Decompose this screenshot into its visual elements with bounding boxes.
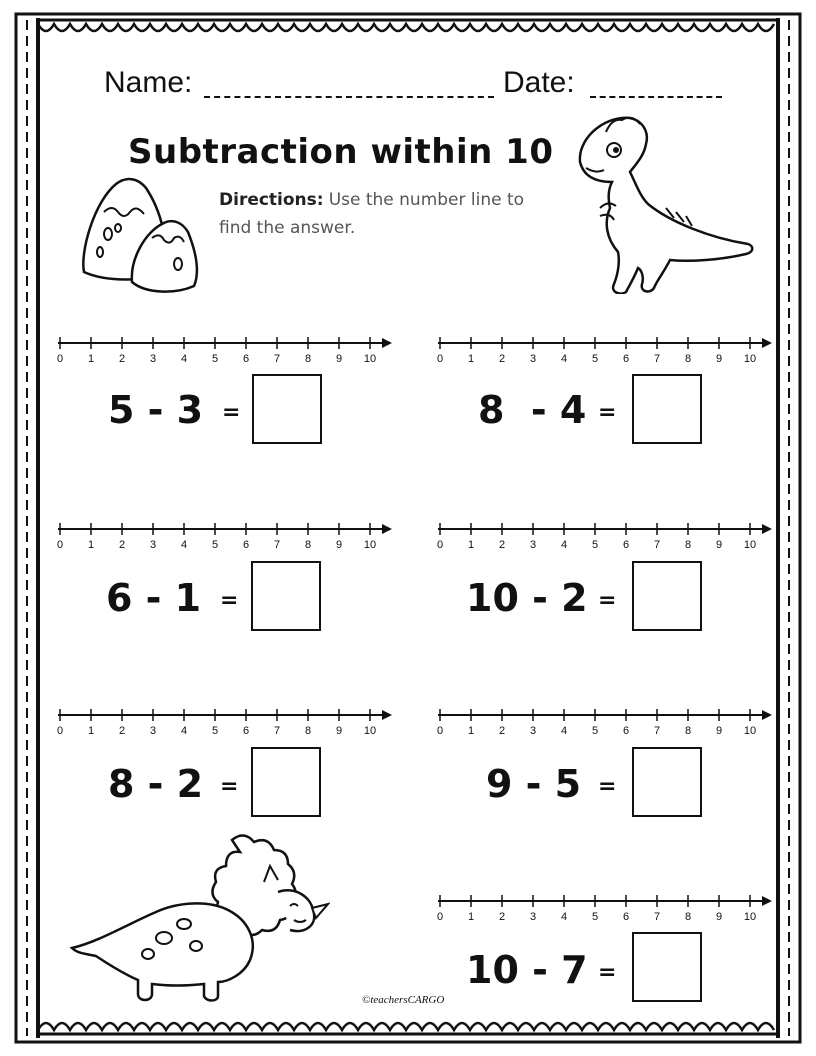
tick-label: 7 <box>653 911 661 923</box>
tick-label: 10 <box>743 725 757 737</box>
problem-3-expression: 6 - 1 <box>106 576 202 620</box>
tick-label: 4 <box>180 353 188 365</box>
tick-label: 1 <box>87 725 95 737</box>
tick-label: 7 <box>273 725 281 737</box>
number-line-4 <box>438 521 778 555</box>
tick-label: 8 <box>684 353 692 365</box>
mountains-icon <box>76 172 206 294</box>
directions-text-line2: find the answer. <box>219 218 356 238</box>
tick-label: 5 <box>591 911 599 923</box>
date-field[interactable] <box>590 96 722 98</box>
tick-label: 1 <box>467 911 475 923</box>
tick-label: 1 <box>87 353 95 365</box>
tick-label: 4 <box>560 353 568 365</box>
tick-label: 7 <box>653 725 661 737</box>
tick-label: 9 <box>335 725 343 737</box>
directions-text-line1: Use the number line to <box>328 190 525 210</box>
problem-2-expression: 8 - 4 <box>478 388 587 432</box>
tick-label: 10 <box>743 911 757 923</box>
tick-label: 3 <box>529 353 537 365</box>
footer-credit: ©teachersCARGO <box>362 994 445 1006</box>
problem-2-answer-box[interactable] <box>632 374 702 444</box>
problem-4-answer-box[interactable] <box>632 561 702 631</box>
tick-label: 9 <box>715 353 723 365</box>
problem-6-expression: 9 - 5 <box>486 762 582 806</box>
tick-label: 1 <box>87 539 95 551</box>
tick-label: 5 <box>591 539 599 551</box>
tick-label: 7 <box>273 353 281 365</box>
tick-label: 2 <box>498 911 506 923</box>
arrow-icon <box>762 524 772 534</box>
tick-label: 6 <box>242 539 250 551</box>
tick-label: 5 <box>591 353 599 365</box>
tick-label: 0 <box>436 539 444 551</box>
problem-7-expression: 10 - 7 <box>466 948 588 992</box>
tick-label: 7 <box>653 353 661 365</box>
tick-label: 4 <box>180 539 188 551</box>
problem-1-expression: 5 - 3 <box>108 388 204 432</box>
date-label: Date: <box>503 66 575 99</box>
tick-label: 0 <box>436 725 444 737</box>
tick-label: 4 <box>180 725 188 737</box>
tick-label: 0 <box>56 725 64 737</box>
tick-label: 0 <box>436 911 444 923</box>
tick-label: 6 <box>242 353 250 365</box>
tick-label: 0 <box>436 353 444 365</box>
tick-label: 4 <box>560 725 568 737</box>
problem-3-answer-box[interactable] <box>251 561 321 631</box>
tick-label: 2 <box>118 353 126 365</box>
tick-label: 3 <box>149 725 157 737</box>
problem-7-answer-box[interactable] <box>632 932 702 1002</box>
tick-label: 3 <box>529 725 537 737</box>
problem-1-answer-box[interactable] <box>252 374 322 444</box>
tick-label: 8 <box>684 539 692 551</box>
page-title: Subtraction within 10 <box>128 132 554 172</box>
problem-3-equals: = <box>220 588 239 613</box>
tick-label: 6 <box>622 539 630 551</box>
directions-label: Directions: <box>219 190 324 210</box>
tick-label: 9 <box>715 725 723 737</box>
tick-label: 3 <box>149 539 157 551</box>
tick-label: 7 <box>273 539 281 551</box>
tick-label: 4 <box>560 539 568 551</box>
tick-label: 6 <box>622 353 630 365</box>
tick-label: 2 <box>498 353 506 365</box>
tick-label: 8 <box>304 539 312 551</box>
tick-label: 9 <box>715 911 723 923</box>
tick-label: 7 <box>653 539 661 551</box>
arrow-icon <box>762 896 772 906</box>
arrow-icon <box>382 338 392 348</box>
tick-label: 10 <box>363 539 377 551</box>
tick-label: 10 <box>743 353 757 365</box>
name-field[interactable] <box>204 96 494 98</box>
arrow-icon <box>382 710 392 720</box>
number-line-5 <box>58 707 398 741</box>
tick-label: 5 <box>211 725 219 737</box>
tick-label: 1 <box>467 539 475 551</box>
number-line-7 <box>438 893 778 927</box>
tick-label: 6 <box>622 725 630 737</box>
tick-label: 6 <box>622 911 630 923</box>
problem-2-equals: = <box>598 400 617 425</box>
number-line-1 <box>58 335 398 369</box>
problem-1-equals: = <box>222 400 241 425</box>
tick-label: 9 <box>335 539 343 551</box>
number-line-6 <box>438 707 778 741</box>
tick-label: 8 <box>304 353 312 365</box>
tick-label: 0 <box>56 353 64 365</box>
number-line-2 <box>438 335 778 369</box>
tick-label: 1 <box>467 353 475 365</box>
tick-label: 3 <box>149 353 157 365</box>
tick-label: 9 <box>715 539 723 551</box>
tick-label: 1 <box>467 725 475 737</box>
problem-5-answer-box[interactable] <box>251 747 321 817</box>
tick-label: 0 <box>56 539 64 551</box>
tick-label: 3 <box>529 911 537 923</box>
tick-label: 2 <box>118 725 126 737</box>
name-label: Name: <box>104 66 193 99</box>
tick-label: 2 <box>118 539 126 551</box>
tick-label: 5 <box>211 353 219 365</box>
arrow-icon <box>382 524 392 534</box>
tick-label: 5 <box>211 539 219 551</box>
tick-label: 2 <box>498 725 506 737</box>
problem-7-equals: = <box>598 960 617 985</box>
problem-4-expression: 10 - 2 <box>466 576 588 620</box>
tick-label: 5 <box>591 725 599 737</box>
triceratops-icon <box>68 830 330 1006</box>
problem-5-expression: 8 - 2 <box>108 762 204 806</box>
tick-label: 4 <box>560 911 568 923</box>
tick-label: 6 <box>242 725 250 737</box>
arrow-icon <box>762 710 772 720</box>
tick-label: 8 <box>304 725 312 737</box>
tick-label: 8 <box>684 725 692 737</box>
arrow-icon <box>762 338 772 348</box>
problem-4-equals: = <box>598 588 617 613</box>
tick-label: 2 <box>498 539 506 551</box>
dinosaur-icon <box>570 112 760 294</box>
number-line-3 <box>58 521 398 555</box>
tick-label: 9 <box>335 353 343 365</box>
tick-label: 3 <box>529 539 537 551</box>
problem-6-answer-box[interactable] <box>632 747 702 817</box>
directions <box>219 190 524 238</box>
problem-5-equals: = <box>220 774 239 799</box>
tick-label: 8 <box>684 911 692 923</box>
tick-label: 10 <box>363 353 377 365</box>
tick-label: 10 <box>363 725 377 737</box>
problem-6-equals: = <box>598 774 617 799</box>
tick-label: 10 <box>743 539 757 551</box>
